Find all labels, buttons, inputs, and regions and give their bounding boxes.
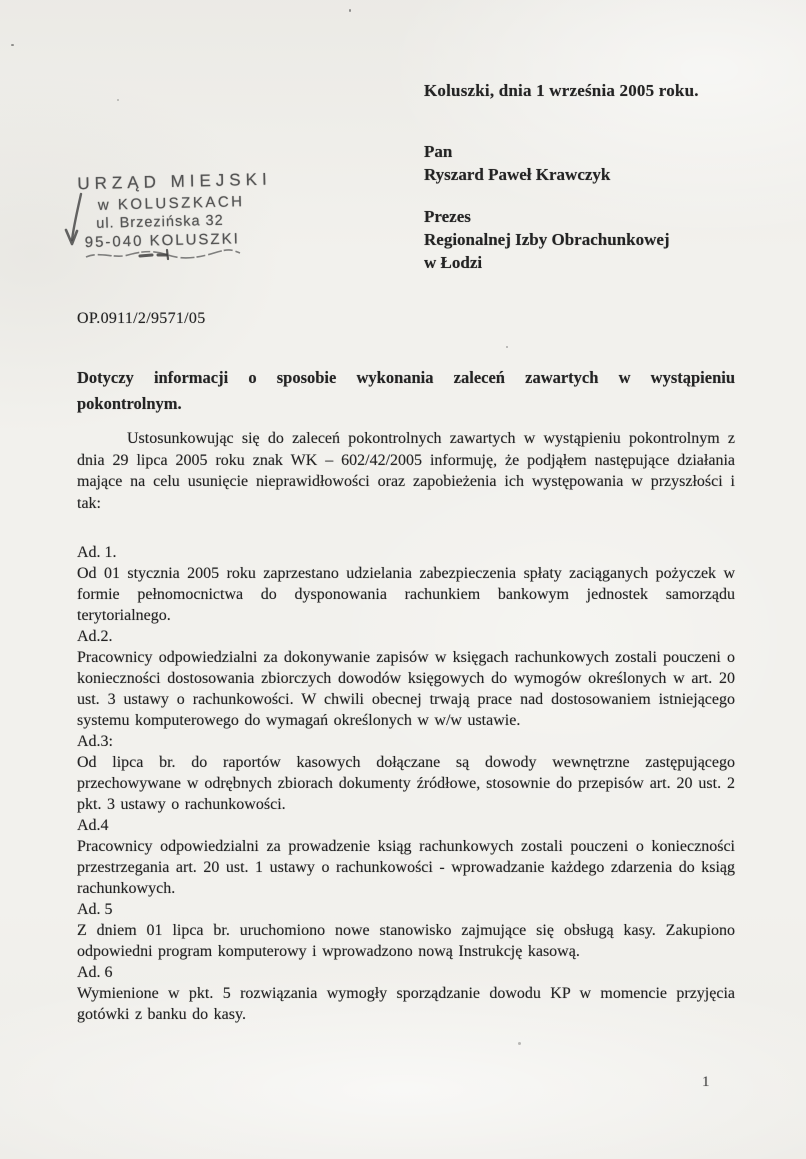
section-label: Ad.4 [77,817,109,834]
recipient-name: Ryszard Paweł Krawczyk [424,165,611,184]
section-ad1 [77,542,735,626]
subject-heading: Dotyczy informacji o sposobie wykonania zaleceń zawartych w wystąpieniu pokontrolnym. [77,368,735,413]
section-ad3 [77,731,735,815]
introduction-paragraph: Ustosunkowując się do zaleceń pokontrolnych zawartych w wystąpieniu pokontrolnym z dnia 29 lipca 2005 roku znak WK – 602/42/2005 informuję, że podjąłem następujące działania mające na celu usunięcie nieprawidłowości oraz zapobieżenia ich występowania w przyszłości i tak: [77,430,735,512]
section-text: Od lipca br. do raportów kasowych dołączane są dowody wewnętrzne zastępującego przechowywane w odrębnych zbiorach dokumenty źródłowe, stosownie do przepisów art. 20 ust. 2 pkt. 3 ustawy o rachunkowości. [77,754,735,813]
scan-speck [11,44,14,46]
pen-arrow-mark [62,192,90,254]
recipient-location: w Łodzi [424,253,483,272]
scan-speck [506,346,508,348]
section-text: Od 01 stycznia 2005 roku zaprzestano udzielania zabezpieczenia spłaty zaciąganych pożyczek w formie pełnomocnictwa do dysponowania rachunkiem bankowym jednostek samorządu terytorialnego. [77,565,735,624]
scan-speck [117,99,119,101]
stamp-line-postcode: 95-040 KOLUSZKI [84,230,240,252]
section-label: Ad. 5 [77,901,113,918]
pen-squiggle-mark [84,246,244,266]
section-label: Ad. 6 [77,964,113,981]
section-ad6 [77,962,735,1025]
stamp-line-city: w KOLUSZKACH [97,193,245,214]
date-line: Koluszki, dnia 1 września 2005 roku. [424,81,699,100]
recipient-title: Prezes [424,207,471,226]
page-number: 1 [702,1074,710,1090]
section-ad4 [77,815,735,899]
section-text: Wymienione w pkt. 5 rozwiązania wymogły sporządzanie dowodu KP w momencie przyjęcia gotówki z banku do kasy. [77,985,735,1023]
section-text: Pracownicy odpowiedzialni za dokonywanie zapisów w księgach rachunkowych zostali pouczeni o konieczności dostosowania zbiorczych dowodów księgowych do wymogów określonych w art. 20 ust. 3 ustawy o rachunkowości. W chwili obecnej trwają prace nad dostosowaniem istniejącego systemu komputerowego do wymagań określonych w w/w ustawie. [77,649,735,729]
recipient-salutation: Pan [424,142,453,161]
section-label: Ad.2. [77,628,113,645]
sections-block [77,542,735,1025]
scan-speck [518,1042,521,1045]
section-text: Z dniem 01 lipca br. uruchomiono nowe stanowisko zajmujące się obsługą kasy. Zakupiono odpowiedni program komputerowy i wprowadzono nową Instrukcję kasową. [77,922,735,960]
section-label: Ad. 1. [77,544,117,561]
recipient-block [424,140,670,274]
recipient-spacer [424,186,670,205]
section-ad5 [77,899,735,962]
reference-number: OP.0911/2/9571/05 [77,310,206,327]
section-ad2 [77,626,735,731]
office-stamp [71,170,273,252]
stamp-line-office: URZĄD MIEJSKI [77,169,272,194]
section-text: Pracownicy odpowiedzialni za prowadzenie ksiąg rachunkowych zostali pouczeni o konieczności przestrzegania art. 20 ust. 1 ustawy o rachunkowości - wprowadzanie każdego zdarzenia do ksiąg rachunkowych. [77,838,735,897]
stamp-line-street: ul. Brzezińska 32 [96,212,224,232]
recipient-organization: Regionalnej Izby Obrachunkowej [424,230,670,249]
scan-speck [349,9,351,12]
section-label: Ad.3: [77,733,113,750]
